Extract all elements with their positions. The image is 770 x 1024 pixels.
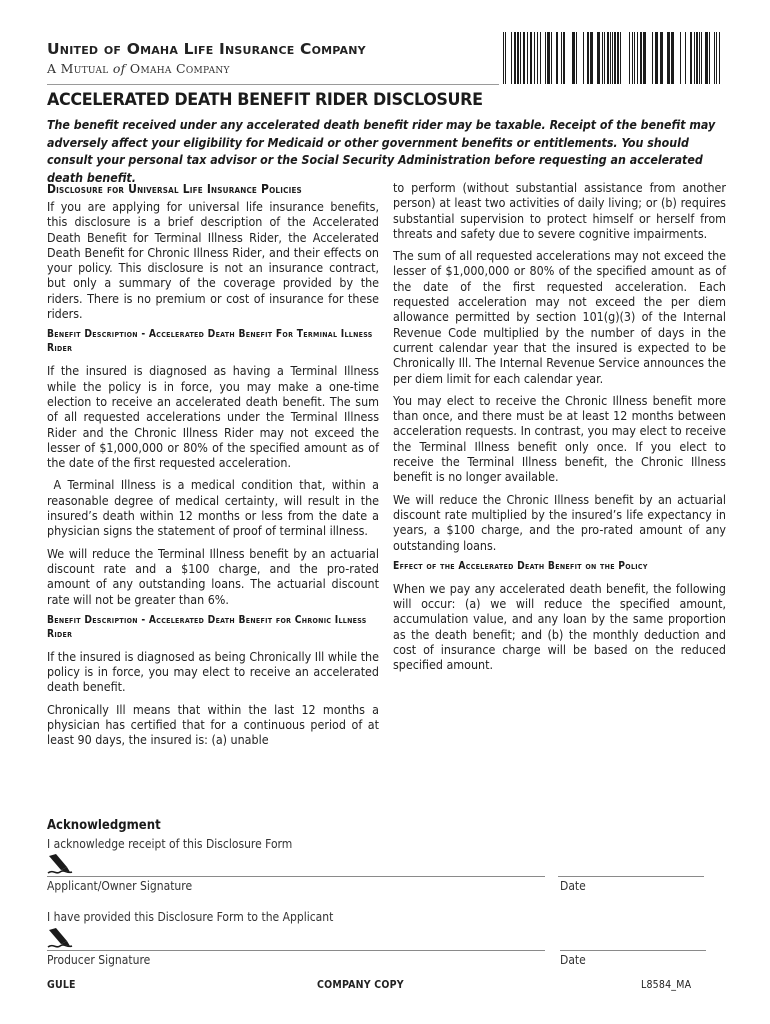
barcode-bar	[517, 32, 519, 84]
barcode-bar	[714, 32, 715, 84]
pen-signature-icon	[47, 853, 73, 875]
barcode-bar	[587, 32, 589, 84]
barcode-bar	[671, 32, 674, 84]
barcode-bar	[637, 32, 638, 84]
barcode-bar	[576, 32, 577, 84]
footer-form-number: L8584_MA	[641, 979, 692, 991]
chronic-paragraph-2: Chronically Ill means that within the last 12 months a physician has certified that for a continuous period of at least 90 days, the insured is: (a) unable	[47, 701, 379, 748]
barcode-bar	[551, 32, 552, 84]
barcode-bar	[590, 32, 593, 84]
barcode-bar	[629, 32, 630, 84]
chronic-paragraph-1: If the insured is diagnosed as being Chronically Ill while the policy is in force, you may elect to receive an accelerated death benefit.	[47, 648, 379, 695]
terminal-illness-heading: Benefit Description - Accelerated Death Benefit For Terminal Illness Rider	[47, 329, 373, 355]
producer-statement: I have provided this Disclosure Form to the Applicant	[47, 910, 334, 924]
barcode-bar	[610, 32, 611, 84]
applicant-date-line[interactable]	[558, 876, 704, 877]
barcode-bar	[602, 32, 603, 84]
producer-date-line[interactable]	[560, 950, 706, 951]
barcode-bar	[520, 32, 521, 84]
barcode-bar	[561, 32, 562, 84]
barcode-bar	[694, 32, 695, 84]
barcode-bar	[640, 32, 642, 84]
page-title: ACCELERATED DEATH BENEFIT RIDER DISCLOSURE	[47, 90, 483, 110]
barcode-bar	[563, 32, 565, 84]
barcode-bar	[583, 32, 584, 84]
right-paragraph-3: You may elect to receive the Chronic Illness benefit more than once, and there must be at least 12 months between acceleration requests. In contrast, you may elect to receive the Terminal Illness benefit only once. If you elect to receive the Terminal Illness benefit, the Chronic Illness benefit is no longer available.	[393, 392, 726, 485]
barcode-bar	[572, 32, 575, 84]
barcode-bar	[614, 32, 616, 84]
barcode-bar	[696, 32, 698, 84]
barcode-bar	[632, 32, 633, 84]
acknowledgment-text: I acknowledge receipt of this Disclosure Form	[47, 837, 293, 851]
barcode-bar	[534, 32, 535, 84]
chronic-illness-heading: Benefit Description - Accelerated Death Benefit for Chronic Illness Rider	[47, 614, 367, 640]
applicant-signature-label: Applicant/Owner Signature	[47, 879, 193, 893]
barcode-bar	[634, 32, 635, 84]
barcode	[501, 30, 724, 86]
pen-signature-icon	[47, 927, 73, 949]
barcode-bar	[660, 32, 663, 84]
barcode-bar	[503, 32, 504, 84]
disclosure-heading: Disclosure for Universal Life Insurance Policies	[47, 182, 302, 196]
barcode-bar	[556, 32, 558, 84]
barcode-bar	[685, 32, 686, 84]
barcode-bar	[612, 32, 613, 84]
barcode-bar	[667, 32, 670, 84]
right-paragraph-1: to perform (without substantial assistance from another person) at least two activities of daily living; or (b) requires substantial supervision to protect himself or herself from threats and safety due to severe cognitive impairments.	[393, 180, 726, 241]
barcode-bar	[604, 32, 605, 84]
barcode-bar	[690, 32, 692, 84]
barcode-bar	[547, 32, 550, 84]
barcode-bar	[545, 32, 546, 84]
barcode-bar	[607, 32, 609, 84]
barcode-bar	[620, 32, 621, 84]
right-column	[393, 180, 726, 680]
header-rule	[47, 84, 499, 85]
right-paragraph-5: When we pay any accelerated death benefit, the following will occur: (a) we will reduce the specified amount, accumulation value, and any loan by the same proportion as the death benefit; and (b) the monthly deduction and cost of insurance charge will be based on the reduced specified amount.	[393, 580, 726, 673]
footer-code: GULE	[47, 979, 76, 991]
left-column	[47, 182, 383, 755]
barcode-bar	[523, 32, 525, 84]
company-tagline: A Mutual of Omaha Company	[47, 61, 230, 76]
tax-warning: The benefit received under any accelerated death benefit rider may be taxable. Receipt of the benefit may adversely affect your eligibility for Medicaid or other government benefits or entitlements. You should consult your personal tax advisor or the Social Security Administration before requesting an accelerated death benefit.	[47, 118, 716, 185]
barcode-bar	[716, 32, 717, 84]
terminal-paragraph-3: We will reduce the Terminal Illness benefit by an actuarial discount rate and a $100 charge, and the pro-rated amount of any outstanding loans. The actuarial discount rate will not be greater than 6%.	[47, 545, 379, 607]
intro-paragraph: If you are applying for universal life insurance benefits, this disclosure is a brief description of the Accelerated Death Benefit for Terminal Illness Rider, the Accelerated Death Benefit for Chronic Illness Rider, and their effects on your policy. This disclosure is not an insurance contract, but only a summary of the coverage provided by the riders. There is no premium or cost of insurance for these riders.	[47, 199, 379, 322]
footer-copy-label: COMPANY COPY	[317, 979, 404, 991]
barcode-bar	[719, 32, 720, 84]
barcode-bar	[643, 32, 646, 84]
barcode-bar	[540, 32, 541, 84]
applicant-date-label: Date	[560, 879, 586, 893]
terminal-paragraph-2: A Terminal Illness is a medical condition that, within a reasonable degree of medical certainty, will result in the insured’s death within 12 months or less from the date a physician signs the statement of proof of terminal illness.	[47, 477, 383, 539]
barcode-bar	[701, 32, 702, 84]
barcode-bar	[652, 32, 653, 84]
right-paragraph-2: The sum of all requested accelerations may not exceed the lesser of $1,000,000 or 80% of the specified amount as of the date of the first requested acceleration. Each requested acceleration may not exceed the per diem allowance permitted by section 101(g)(3) of the Internal Revenue Code multiplied by the number of days in the current calendar year that the insured is expected to be Chronically Ill. The Internal Revenue Service announces the per diem limit for each calendar year.	[393, 248, 726, 386]
barcode-bar	[530, 32, 532, 84]
barcode-bar	[680, 32, 681, 84]
barcode-bar	[527, 32, 528, 84]
barcode-bar	[705, 32, 708, 84]
producer-date-label: Date	[560, 953, 586, 967]
acknowledgment-heading: Acknowledgment	[47, 818, 161, 833]
barcode-bar	[597, 32, 600, 84]
barcode-bar	[514, 32, 516, 84]
effect-heading: Effect of the Accelerated Death Benefit on the Policy	[393, 560, 648, 572]
right-paragraph-4: We will reduce the Chronic Illness benefit by an actuarial discount rate multiplied by the insured’s life expectancy in years, a $100 charge, and the pro-rated amount of any outstanding loans.	[393, 491, 726, 553]
barcode-bar	[505, 32, 506, 84]
producer-signature-label: Producer Signature	[47, 953, 151, 967]
terminal-paragraph-1: If the insured is diagnosed as having a Terminal Illness while the policy is in force, you may make a one-time election to receive an accelerated death benefit. The sum of all requested accelerations under the Terminal Illness Rider and the Chronic Illness Rider may not exceed the lesser of $1,000,000 or 80% of the specified amount as of the date of the first requested acceleration.	[47, 363, 379, 471]
barcode-bar	[699, 32, 700, 84]
company-name: United of Omaha Life Insurance Company	[47, 40, 366, 58]
barcode-bar	[709, 32, 710, 84]
barcode-bar	[537, 32, 538, 84]
applicant-signature-line[interactable]	[47, 876, 545, 877]
barcode-bar	[617, 32, 619, 84]
barcode-bar	[655, 32, 658, 84]
barcode-bar	[511, 32, 512, 84]
producer-signature-line[interactable]	[47, 950, 545, 951]
